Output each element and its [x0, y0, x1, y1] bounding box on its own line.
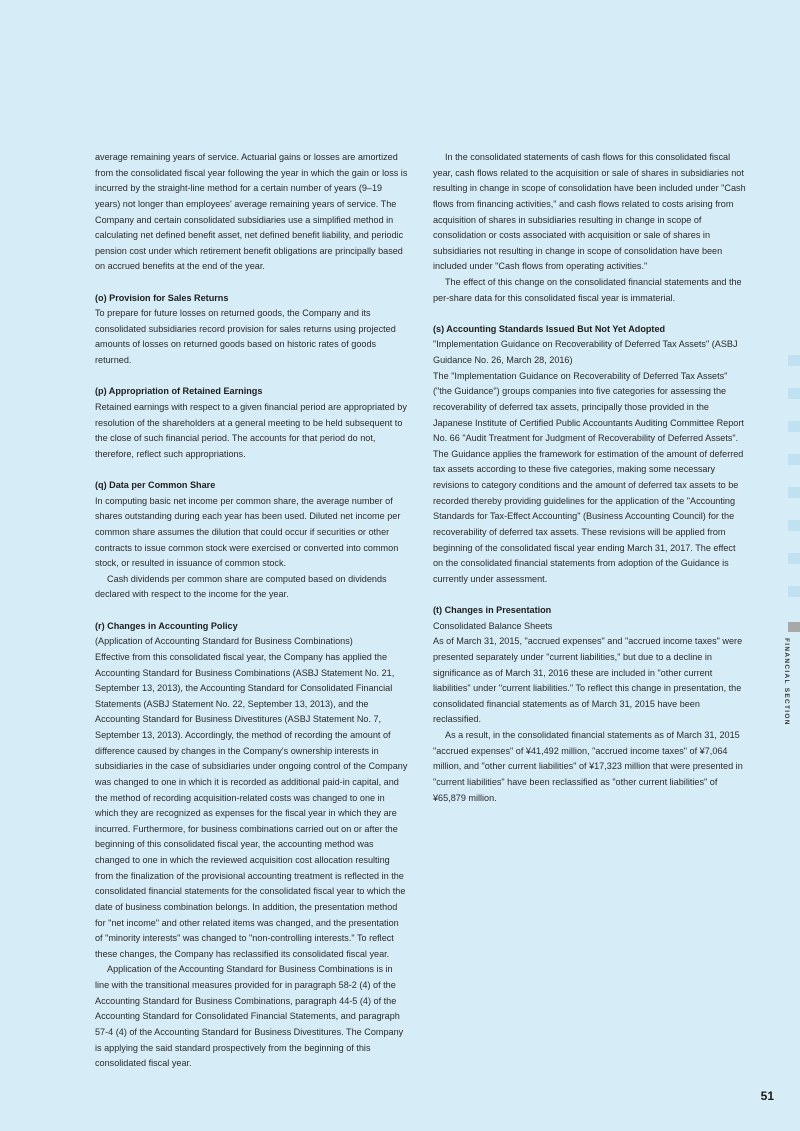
paragraph-appropriation-retained-earnings: Retained earnings with respect to a given financial period are appropriated by resolution of the shareholders at a general meeting to be held subsequent to the close of such financial period. The accounts for that period do not, therefore, reflect such appropriations. — [95, 401, 407, 459]
left-column — [95, 150, 408, 1072]
section-tab — [788, 487, 800, 498]
section-tab — [788, 520, 800, 531]
paragraph-accounting-policy-changes: Effective from this consolidated fiscal year, the Company has applied the Accounting Standard for Business Combinations (ASBJ Statement No. 21, September 13, 2013), the Accounting Standard for Consolidated Financial Statements (ASBJ Statement No. 22, September 13, 2013), and the Accounting Standard for Business Divestitures (ASBJ Statement No. 7, September 13, 2013). Accordingly, the method of recording the amount of difference caused by changes in the Company's ownership interests in subsidiaries in the case of subsidiaries under ongoing control of the Company was changed to one in which it is recorded as additional paid-in capital, and the method of recording acquisition-related costs was changed to one in which they are recognized as expenses for the fiscal year in which they are incurred. Furthermore, for business combinations carried out on or after the beginning of this consolidated fiscal year, the accounting method was changed to one in which the reviewed acquisition cost allocation resulting from the finalization of the provisional accounting treatment is reflected in the consolidated financial statements for the consolidated fiscal year to which the date of business combination belongs. In addition, the presentation method for "net income" and other related items was changed, and the presentation of "minority interests" was changed to "non-controlling interests." To reflect these changes, the Company has reclassified its consolidated fiscal year. — [95, 651, 408, 959]
heading-standards-not-adopted: (s) Accounting Standards Issued But Not Yet Adopted — [433, 323, 666, 334]
paragraph-retirement-benefits: average remaining years of service. Actuarial gains or losses are amortized from the consolidated fiscal year following the year in which the gain or loss is incurred by the straight-line method for a certain number of years (9–19 years) not longer than employees' average remaining years of service. The Company and certain consolidated subsidiaries use a simplified method in calculating net defined benefit asset, net defined benefit liability, and periodic pension cost under which retirement benefit obligations are principally based on accrued benefits at the end of the year. — [95, 152, 408, 272]
paragraph-presentation-change: As of March 31, 2015, "accrued expenses" and "accrued income taxes" were presented separately under "current liabilities," but due to a decline in significance as of March 31, 2016 these are included in "other current liabilities" under "current liabilities." To reflect this change in presentation, the consolidated financial statements as of March 31, 2015 have been reclassified. — [433, 636, 743, 725]
heading-provision-sales-returns: (o) Provision for Sales Returns — [95, 292, 229, 303]
heading-appropriation-retained-earnings: (p) Appropriation of Retained Earnings — [95, 386, 263, 397]
subheading-implementation-guidance: "Implementation Guidance on Recoverability of Deferred Tax Assets" (ASBJ Guidance No. 26, March 28, 2016) — [433, 339, 738, 366]
heading-changes-presentation: (t) Changes in Presentation — [433, 605, 552, 616]
section-tab — [788, 355, 800, 366]
paragraph-reclassification-result: As a result, in the consolidated financial statements as of March 31, 2015 "accrued expenses" of ¥41,492 million, "accrued income taxes" of ¥7,064 million, and "other current liabilities" of ¥17,323 million that were presented in "current liabilities" have been reclassified as "other current liabilities" of ¥65,879 million. — [433, 730, 743, 803]
section-tab — [788, 553, 800, 564]
section-tab — [788, 388, 800, 399]
page-number: 51 — [760, 1089, 774, 1103]
paragraph-effect-immaterial: The effect of this change on the consolidated financial statements and the per-share data for this consolidated fiscal year is immaterial. — [433, 277, 742, 303]
right-column — [433, 150, 747, 806]
heading-data-per-common-share: (q) Data per Common Share — [95, 480, 216, 491]
paragraph-net-income-per-share: In computing basic net income per common share, the average number of shares outstanding during each year has been used. Diluted net income per common share assumes the dilution that could occur if securities or other contracts to issue common stock were exercised or converted into common stock, or resulted in issuance of common stock. — [95, 495, 401, 569]
section-tab — [788, 421, 800, 432]
paragraph-transitional-measures: Application of the Accounting Standard for Business Combinations is in line with the transitional measures provided for in paragraph 58-2 (4) of the Accounting Standard for Business Combinations, paragraph 44-5 (4) of the Accounting Standard for Consolidated Financial Statements, and paragraph 57-4 (4) of the Accounting Standard for Business Divestitures. The Company is applying the said standard prospectively from the beginning of this consolidated fiscal year. — [95, 964, 404, 1069]
section-tab-active — [788, 622, 800, 632]
paragraph-cash-dividends: Cash dividends per common share are computed based on dividends declared with respect to the income for the year. — [95, 573, 387, 600]
subheading-business-combinations: (Application of Accounting Standard for Business Combinations) — [95, 636, 353, 647]
heading-changes-accounting-policy: (r) Changes in Accounting Policy — [95, 620, 238, 631]
section-tab — [788, 586, 800, 597]
paragraph-provision-sales-returns: To prepare for future losses on returned goods, the Company and its consolidated subsidiaries record provision for sales returns using projected amounts of losses on returned goods based on historic rates of goods returned. — [95, 308, 396, 366]
section-label: FINANCIAL SECTION — [783, 638, 790, 726]
paragraph-deferred-tax-guidance: The "Implementation Guidance on Recoverability of Deferred Tax Assets" ("the Guidance") groups companies into five categories for assessing the recoverability of deferred tax assets, principally those provided in the Japanese Institute of Certified Public Accountants Auditing Committee Report No. 66 "Audit Treatment for Judgment of Recoverability of Deferred Assets". The Guidance applies the framework for estimation of the amount of deferred tax assets according to these five categories, making some necessary revisions to category conditions and the amount of deferred tax assets to be recorded thereby providing guidelines for the application of the "Accounting Standards for Tax-Effect Accounting" (Business Accounting Council) for the recoverability of deferred tax assets. These revisions will be applied from beginning of the consolidated fiscal year ending March 31, 2017. The effect on the consolidated financial statements from adoption of the Guidance is currently under assessment. — [433, 370, 744, 584]
section-tab — [788, 454, 800, 465]
paragraph-cash-flows: In the consolidated statements of cash flows for this consolidated fiscal year, cash flows related to the acquisition or sale of shares in subsidiaries not resulting in change in scope of consolidation have been included under "Cash flows from financing activities," and cash flows related to costs arising from acquisition of shares in subsidiaries resulting in change in scope of consolidation or costs associated with acquisition or sale of shares in subsidiaries not resulting in change in scope of consolidation have been included under "Cash flows from operating activities." — [433, 152, 746, 272]
subheading-balance-sheets: Consolidated Balance Sheets — [433, 620, 553, 631]
